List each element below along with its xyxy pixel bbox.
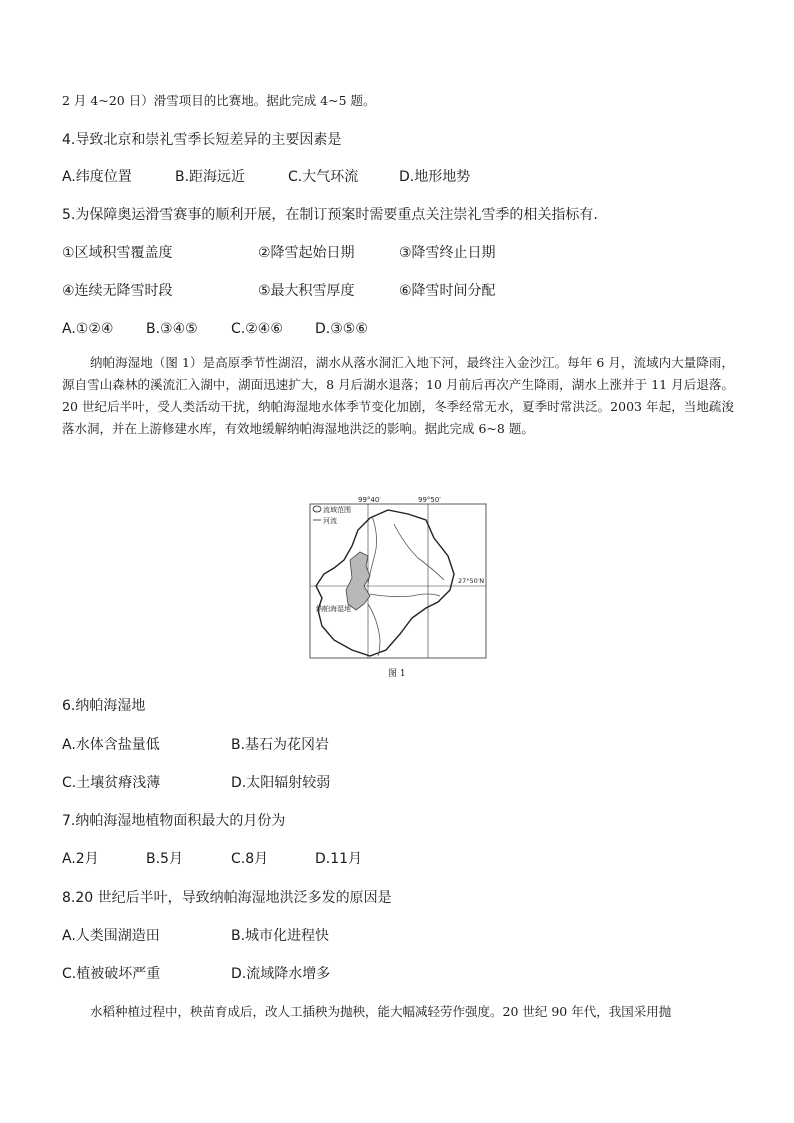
lon-label-2: 99°50′ (418, 496, 441, 504)
q8-option-b: B.城市化进程快 (231, 928, 330, 944)
q4-stem: 4.导致北京和崇礼雪季长短差异的主要因素是 (62, 132, 342, 148)
q5-item-1: ①区域积雪覆盖度 (62, 245, 173, 261)
q4-option-c: C.大气环流 (288, 169, 359, 185)
q4-option-b: B.距海远近 (175, 169, 246, 185)
q5-option-b: B.③④⑤ (146, 321, 198, 337)
q7-option-c: C.8月 (231, 851, 269, 867)
passage-rice-tail: 水稻种植过程中，秧苗育成后，改人工插秧为抛秧，能大幅减轻劳作强度。20 世纪 90 年代，我国采用抛 (90, 1004, 672, 1019)
q4-option-d: D.地形地势 (399, 169, 471, 185)
q8-stem: 8.20 世纪后半叶，导致纳帕海湿地洪泛多发的原因是 (62, 890, 392, 906)
q5-item-3: ③降雪终止日期 (399, 245, 496, 261)
q8-option-d: D.流域降水增多 (231, 966, 331, 982)
legend-river: 河流 (323, 517, 337, 525)
wetland-label: 纳帕海湿地 (316, 605, 351, 613)
q8-option-a: A.人类围湖造田 (62, 928, 160, 944)
q5-option-d: D.③⑤⑥ (315, 321, 368, 337)
q5-item-5: ⑤最大积雪厚度 (258, 283, 355, 299)
q6-option-c: C.土壤贫瘠浅薄 (62, 775, 161, 791)
lat-label: 27°50′N (458, 577, 485, 585)
q5-option-c: C.②④⑥ (231, 321, 283, 337)
passage-napahai: 纳帕海湿地（图 1）是高原季节性湖沼，湖水从落水洞汇入地下河，最终注入金沙江。每年 6 月，流域内大量降雨，源自雪山森林的溪流汇入湖中，湖面迅速扩大，8 月后湖水退落；10 月前后再次产生降雨，湖水上涨并于 11 月后退落。20 世纪后半叶，受人类活动干扰，纳帕海湿地水体季节变化加剧，冬季经常无水，夏季时常洪泛。2003 年起，当地疏浚落水洞，并在上游修建水库，有效地缓解纳帕海湿地洪泛的影响。据此完成 6~8 题。 (62, 355, 735, 436)
legend-basin: 流域范围 (323, 506, 351, 514)
q7-stem: 7.纳帕海湿地植物面积最大的月份为 (62, 813, 286, 829)
q6-option-a: A.水体含盐量低 (62, 737, 160, 753)
q7-option-d: D.11月 (315, 851, 363, 867)
figure-caption: 图 1 (388, 669, 406, 679)
q5-option-a: A.①②④ (62, 321, 114, 337)
lon-label-1: 99°40′ (358, 496, 381, 504)
intro-tail: 2 月 4~20 日）滑雪项目的比赛地。据此完成 4~5 题。 (62, 93, 376, 108)
napahai-map (308, 494, 490, 662)
q5-item-2: ②降雪起始日期 (258, 245, 355, 261)
q6-option-b: B.基石为花冈岩 (231, 737, 330, 753)
q4-option-a: A.纬度位置 (62, 169, 132, 185)
q6-option-d: D.太阳辐射较弱 (231, 775, 331, 791)
q5-stem: 5.为保障奥运滑雪赛事的顺利开展，在制订预案时需要重点关注崇礼雪季的相关指标有. (62, 207, 598, 223)
q7-option-b: B.5月 (146, 851, 183, 867)
q6-stem: 6.纳帕海湿地 (62, 698, 146, 714)
q5-item-4: ④连续无降雪时段 (62, 283, 173, 299)
q7-option-a: A.2月 (62, 851, 99, 867)
q5-item-6: ⑥降雪时间分配 (399, 283, 496, 299)
q8-option-c: C.植被破坏严重 (62, 966, 161, 982)
